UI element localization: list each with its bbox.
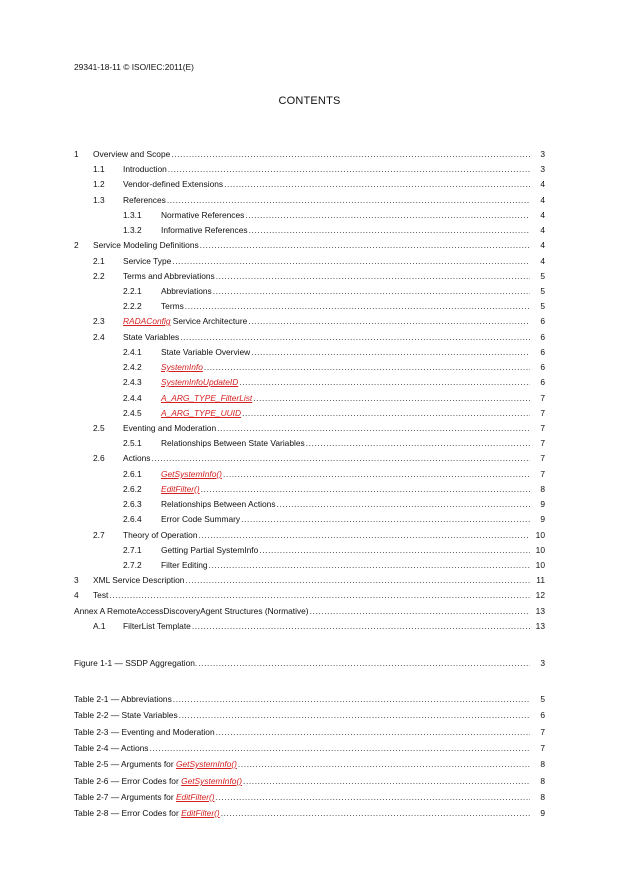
toc-dot-leader xyxy=(251,347,530,357)
toc-title xyxy=(123,423,216,433)
table-title-text: Table 2-5 — Arguments for xyxy=(74,759,176,769)
toc-dot-leader xyxy=(198,530,530,540)
toc-title-text: Filter Editing xyxy=(161,560,208,570)
toc-page-number: 8 xyxy=(540,484,545,494)
toc-title xyxy=(161,499,276,509)
toc-title-text: Normative References xyxy=(161,210,245,220)
toc-title xyxy=(161,560,208,570)
document-header: 29341-18-11 © ISO/IEC:2011(E) xyxy=(74,62,194,72)
toc-entry[interactable] xyxy=(93,619,545,631)
toc-page-number: 6 xyxy=(540,316,545,326)
table-dot-leader xyxy=(216,727,530,737)
toc-page-number: 13 xyxy=(535,621,545,631)
toc-title-text: Overview and Scope xyxy=(93,149,171,159)
toc-number: 2.6.2 xyxy=(123,484,142,494)
toc-dot-leader xyxy=(180,332,530,342)
toc-page-number: 4 xyxy=(540,210,545,220)
toc-dot-leader xyxy=(109,590,530,600)
toc-title-text: Annex A RemoteAccessDiscoveryAgent Structures (Normative) xyxy=(74,606,309,616)
table-entry[interactable] xyxy=(74,774,545,786)
toc-dot-leader xyxy=(209,560,530,570)
table-entry[interactable] xyxy=(74,692,545,704)
toc-dot-leader xyxy=(239,377,530,387)
toc-title-text: Abbreviations xyxy=(161,286,212,296)
toc-title xyxy=(161,469,222,479)
toc-dot-leader xyxy=(204,362,530,372)
toc-entry[interactable] xyxy=(123,558,545,570)
table-entry[interactable] xyxy=(74,708,545,720)
toc-title-text: Relationships Between State Variables xyxy=(161,438,305,448)
toc-title xyxy=(123,164,167,174)
toc-cross-reference-link[interactable]: A_ARG_TYPE_UUID xyxy=(161,408,242,418)
toc-title xyxy=(123,179,223,189)
toc-entry[interactable] xyxy=(123,482,545,494)
toc-page-number: 10 xyxy=(535,530,545,540)
table-title xyxy=(74,792,215,802)
toc-title-text: Error Code Summary xyxy=(161,514,241,524)
toc-cross-reference-link[interactable]: SystemInfoUpdateID xyxy=(161,377,239,387)
toc-entry[interactable] xyxy=(123,299,545,311)
toc-entry[interactable] xyxy=(123,543,545,555)
toc-page-number: 10 xyxy=(535,545,545,555)
toc-dot-leader xyxy=(171,149,530,159)
toc-title xyxy=(161,484,200,494)
toc-title xyxy=(123,530,197,540)
toc-number: 2.4.1 xyxy=(123,347,142,357)
table-title-text: Table 2-1 — Abbreviations xyxy=(74,694,172,704)
toc-title xyxy=(123,316,247,326)
table-entry[interactable] xyxy=(74,725,545,737)
toc-page-number: 5 xyxy=(540,301,545,311)
toc-number: 1.3.1 xyxy=(123,210,142,220)
toc-number: 2.4.3 xyxy=(123,377,142,387)
toc-number: 2.7.2 xyxy=(123,560,142,570)
toc-title-text: Getting Partial SystemInfo xyxy=(161,545,259,555)
toc-cross-reference-link[interactable]: GetSystemInfo() xyxy=(161,469,222,479)
toc-title-text: Service Type xyxy=(123,256,172,266)
toc-page-number: 6 xyxy=(540,332,545,342)
toc-title xyxy=(161,286,212,296)
toc-number: 2.6.1 xyxy=(123,469,142,479)
toc-page-number: 11 xyxy=(536,575,545,585)
toc-title xyxy=(123,256,171,266)
toc-dot-leader xyxy=(200,240,530,250)
table-page-number: 8 xyxy=(540,776,545,786)
table-page-number: 7 xyxy=(540,743,545,753)
toc-title-text: Theory of Operation xyxy=(123,530,198,540)
table-dot-leader xyxy=(238,759,530,769)
toc-entry[interactable] xyxy=(93,421,545,433)
toc-page-number: 4 xyxy=(540,179,545,189)
toc-page-number: 9 xyxy=(540,514,545,524)
toc-number: 2.6 xyxy=(93,453,105,463)
toc-entry[interactable] xyxy=(123,360,545,372)
toc-entry[interactable] xyxy=(123,497,545,509)
toc-dot-leader xyxy=(201,484,530,494)
toc-number: 2.2.2 xyxy=(123,301,142,311)
table-title-text: Table 2-6 — Error Codes for xyxy=(74,776,182,786)
toc-title xyxy=(123,332,179,342)
toc-entry[interactable] xyxy=(123,345,545,357)
toc-dot-leader xyxy=(223,469,530,479)
toc-dot-leader xyxy=(167,195,530,205)
table-page-number: 6 xyxy=(540,710,545,720)
toc-number: 2.6.4 xyxy=(123,514,142,524)
toc-page-number: 6 xyxy=(540,377,545,387)
toc-title xyxy=(74,606,309,616)
toc-page-number: 3 xyxy=(540,149,545,159)
table-page-number: 9 xyxy=(540,808,545,818)
toc-entry[interactable] xyxy=(123,375,545,387)
toc-title-text: Relationships Between Actions xyxy=(161,499,276,509)
toc-page-number: 10 xyxy=(535,560,545,570)
toc-title-text: Informative References xyxy=(161,225,248,235)
toc-number: 1.1 xyxy=(93,164,105,174)
table-title xyxy=(74,694,172,704)
toc-number: 2.5 xyxy=(93,423,105,433)
table-dot-leader xyxy=(216,792,530,802)
toc-page-number: 7 xyxy=(540,408,545,418)
toc-title-text: Eventing and Moderation xyxy=(123,423,217,433)
toc-dot-leader xyxy=(277,499,530,509)
toc-page-number: 3 xyxy=(540,164,545,174)
toc-entry[interactable] xyxy=(74,604,545,616)
toc-page-number: 7 xyxy=(540,438,545,448)
table-title xyxy=(74,776,242,786)
table-title xyxy=(74,710,178,720)
toc-dot-leader xyxy=(245,210,530,220)
toc-title-text: State Variable Overview xyxy=(161,347,251,357)
toc-entry[interactable] xyxy=(123,391,545,403)
toc-title xyxy=(161,377,238,387)
toc-number: 2.6.3 xyxy=(123,499,142,509)
toc-entry[interactable] xyxy=(74,238,545,250)
table-dot-leader xyxy=(243,776,530,786)
toc-page-number: 13 xyxy=(535,606,545,616)
toc-title-text: References xyxy=(123,195,166,205)
toc-title-text: Terms and Abbreviations xyxy=(123,271,215,281)
toc-dot-leader xyxy=(248,316,530,326)
toc-dot-leader xyxy=(249,225,530,235)
table-title xyxy=(74,808,220,818)
toc-title xyxy=(123,453,150,463)
toc-dot-leader xyxy=(224,179,530,189)
toc-page-number: 4 xyxy=(540,195,545,205)
toc-page-number: 7 xyxy=(540,469,545,479)
toc-dot-leader xyxy=(213,286,530,296)
toc-title xyxy=(161,408,241,418)
table-entry[interactable] xyxy=(74,757,545,769)
toc-entry[interactable] xyxy=(93,314,545,326)
toc-number: 2 xyxy=(74,240,79,250)
table-page-number: 8 xyxy=(540,759,545,769)
toc-entry[interactable] xyxy=(93,330,545,342)
toc-number: A.1 xyxy=(93,621,106,631)
toc-entry[interactable] xyxy=(123,467,545,479)
table-cross-reference-link[interactable]: EditFilter() xyxy=(175,792,215,802)
toc-dot-leader xyxy=(253,393,530,403)
toc-number: 2.1 xyxy=(93,256,105,266)
toc-page-number: 6 xyxy=(540,362,545,372)
toc-page-number: 5 xyxy=(540,286,545,296)
toc-dot-leader xyxy=(310,606,530,616)
toc-entry[interactable] xyxy=(93,528,545,540)
table-title-text: Table 2-4 — Actions xyxy=(74,743,149,753)
toc-dot-leader xyxy=(185,301,530,311)
table-cross-reference-link[interactable]: GetSystemInfo() xyxy=(175,759,237,769)
toc-title-text: Terms xyxy=(161,301,184,311)
toc-entry[interactable] xyxy=(93,451,545,463)
toc-entry[interactable] xyxy=(123,284,545,296)
table-entry[interactable] xyxy=(74,806,545,818)
toc-dot-leader xyxy=(185,575,530,585)
toc-title xyxy=(93,575,184,585)
toc-title xyxy=(161,514,240,524)
toc-dot-leader xyxy=(168,164,530,174)
table-title xyxy=(74,743,148,753)
toc-number: 2.3 xyxy=(93,316,105,326)
toc-number: 2.7 xyxy=(93,530,105,540)
toc-cross-reference-link[interactable]: RADAConfig xyxy=(123,316,171,326)
toc-dot-leader xyxy=(216,271,530,281)
toc-dot-leader xyxy=(217,423,530,433)
toc-dot-leader xyxy=(241,514,530,524)
toc-title xyxy=(161,210,244,220)
table-entry[interactable] xyxy=(74,790,545,802)
toc-number: 2.2 xyxy=(93,271,105,281)
toc-dot-leader xyxy=(192,621,530,631)
toc-title xyxy=(93,240,199,250)
toc-page-number: 4 xyxy=(540,256,545,266)
toc-entry[interactable] xyxy=(74,573,545,585)
toc-page-number: 7 xyxy=(540,453,545,463)
toc-page-number: 7 xyxy=(540,423,545,433)
toc-dot-leader xyxy=(151,453,530,463)
toc-title xyxy=(123,271,215,281)
contents-title: CONTENTS xyxy=(278,95,341,107)
toc-number: 2.4 xyxy=(93,332,105,342)
toc-cross-reference-link[interactable]: SystemInfo xyxy=(161,362,203,372)
table-page-number: 8 xyxy=(540,792,545,802)
figure-dot-leader xyxy=(198,658,530,668)
toc-entry[interactable] xyxy=(93,177,545,189)
toc-entry[interactable] xyxy=(123,208,545,220)
toc-entry[interactable] xyxy=(123,223,545,235)
toc-entry[interactable] xyxy=(93,193,545,205)
toc-entry[interactable] xyxy=(93,269,545,281)
toc-title xyxy=(161,545,258,555)
toc-number: 2.4.4 xyxy=(123,393,142,403)
table-cross-reference-link[interactable]: GetSystemInfo() xyxy=(181,776,243,786)
toc-number: 1.3.2 xyxy=(123,225,142,235)
toc-number: 2.4.2 xyxy=(123,362,142,372)
table-page-number: 5 xyxy=(540,694,545,704)
toc-page-number: 7 xyxy=(540,393,545,403)
toc-title-suffix: Service Architecture xyxy=(170,316,248,326)
toc-number: 2.4.5 xyxy=(123,408,142,418)
toc-dot-leader xyxy=(172,256,530,266)
toc-page-number: 12 xyxy=(535,590,545,600)
table-dot-leader xyxy=(173,694,530,704)
toc-title xyxy=(123,195,166,205)
toc-entry[interactable] xyxy=(93,254,545,266)
toc-page-number: 9 xyxy=(540,499,545,509)
toc-title xyxy=(161,347,250,357)
figure-page-number: 3 xyxy=(540,658,545,668)
toc-number: 1.3 xyxy=(93,195,105,205)
table-title-text: Table 2-7 — Arguments for xyxy=(74,792,176,802)
toc-entry[interactable] xyxy=(123,406,545,418)
toc-title xyxy=(161,362,203,372)
toc-title xyxy=(161,438,305,448)
toc-cross-reference-link[interactable]: A_ARG_TYPE_FilterList xyxy=(161,393,253,403)
toc-entry[interactable] xyxy=(123,512,545,524)
toc-number: 4 xyxy=(74,590,79,600)
table-page-number: 7 xyxy=(540,727,545,737)
toc-dot-leader xyxy=(242,408,530,418)
toc-dot-leader xyxy=(306,438,530,448)
toc-page-number: 6 xyxy=(540,347,545,357)
table-dot-leader xyxy=(221,808,530,818)
toc-title-text: FilterList Template xyxy=(123,621,191,631)
toc-page-number: 4 xyxy=(540,225,545,235)
toc-number: 2.7.1 xyxy=(123,545,142,555)
table-title xyxy=(74,759,237,769)
table-dot-leader xyxy=(149,743,530,753)
toc-title-text: Actions xyxy=(123,453,151,463)
toc-title-text: Vendor-defined Extensions xyxy=(123,179,224,189)
toc-title-text: State Variables xyxy=(123,332,180,342)
table-title xyxy=(74,727,215,737)
toc-entry[interactable] xyxy=(74,588,545,600)
toc-title xyxy=(161,301,184,311)
toc-title xyxy=(161,225,248,235)
toc-entry[interactable] xyxy=(123,436,545,448)
toc-title xyxy=(93,149,170,159)
toc-title-text: Introduction xyxy=(123,164,167,174)
toc-dot-leader xyxy=(259,545,530,555)
table-title-text: Table 2-2 — State Variables xyxy=(74,710,178,720)
table-title-text: Table 2-3 — Eventing and Moderation xyxy=(74,727,215,737)
toc-page-number: 4 xyxy=(540,240,545,250)
toc-title xyxy=(161,393,252,403)
figure-entry[interactable] xyxy=(74,656,545,668)
toc-title-text: Service Modeling Definitions xyxy=(93,240,199,250)
figure-title-text: Figure 1-1 — SSDP Aggregation. xyxy=(74,658,198,668)
toc-number: 1 xyxy=(74,149,79,159)
toc-number: 1.2 xyxy=(93,179,105,189)
toc-title-text: XML Service Description xyxy=(93,575,185,585)
toc-title xyxy=(123,621,191,631)
table-dot-leader xyxy=(179,710,530,720)
toc-title-text: Test xyxy=(93,590,109,600)
table-cross-reference-link[interactable]: EditFilter() xyxy=(181,808,220,818)
toc-number: 2.2.1 xyxy=(123,286,142,296)
toc-page-number: 5 xyxy=(540,271,545,281)
toc-number: 2.5.1 xyxy=(123,438,142,448)
figure-title xyxy=(74,658,197,668)
toc-entry[interactable] xyxy=(74,147,545,159)
table-title-text: Table 2-8 — Error Codes for xyxy=(74,808,182,818)
toc-number: 3 xyxy=(74,575,79,585)
toc-title xyxy=(93,590,108,600)
toc-entry[interactable] xyxy=(93,162,545,174)
toc-cross-reference-link[interactable]: EditFilter() xyxy=(161,484,200,494)
table-entry[interactable] xyxy=(74,741,545,753)
